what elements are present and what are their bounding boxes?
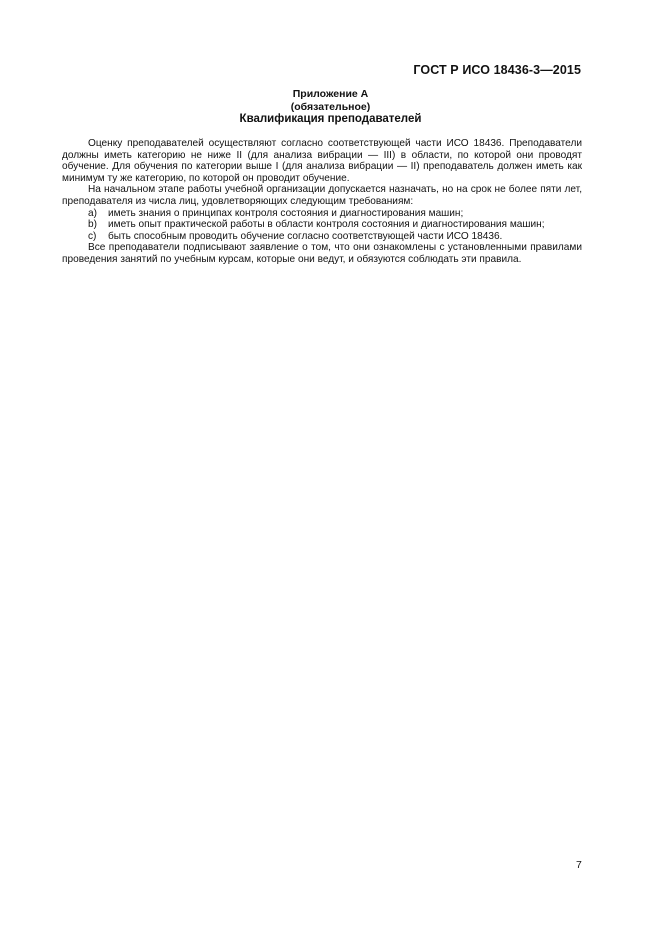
paragraph-closing: Все преподаватели подписывают заявление о том, что они ознакомлены с установленными правилами проведения занятий по учебным курсам, которые они ведут, и обязуются соблюдать эти правила.	[62, 242, 582, 265]
paragraph-initial-stage: На начальном этапе работы учебной организации допускается назначать, но на срок не более пяти лет, преподавателя из числа лиц, удовлетворяющих следующим требованиям:	[62, 184, 582, 207]
paragraph-evaluation: Оценку преподавателей осуществляют согласно соответствующей части ИСО 18436. Преподаватели должны иметь категорию не ниже II (для анализа вибрации — III) в области, по которой они проводят обучение. Для обучения по категории выше I (для анализа вибрации — II) преподаватель должен иметь как минимум ту же категорию, по которой он проводит обучение.	[62, 138, 582, 184]
annex-title: Квалификация преподавателей	[239, 113, 422, 125]
annex-body	[62, 138, 582, 266]
list-marker: c)	[88, 230, 97, 242]
standard-header: ГОСТ Р ИСО 18436-3—2015	[413, 63, 581, 77]
list-item-text: быть способным проводить обучение согласно соответствующей части ИСО 18436.	[108, 230, 503, 242]
annex-label: Приложение А	[292, 88, 369, 100]
requirements-list	[62, 208, 582, 243]
list-marker: b)	[88, 219, 97, 231]
list-item	[62, 219, 582, 231]
list-marker: a)	[88, 207, 97, 219]
annex-heading	[0, 88, 661, 126]
list-item-text: иметь опыт практической работы в области контроля состояния и диагностирования машин;	[108, 219, 545, 231]
list-item	[62, 208, 582, 220]
list-item	[62, 231, 582, 243]
list-item-text: иметь знания о принципах контроля состояния и диагностирования машин;	[108, 207, 464, 219]
page-number: 7	[576, 859, 582, 871]
annex-status: (обязательное)	[290, 100, 371, 113]
